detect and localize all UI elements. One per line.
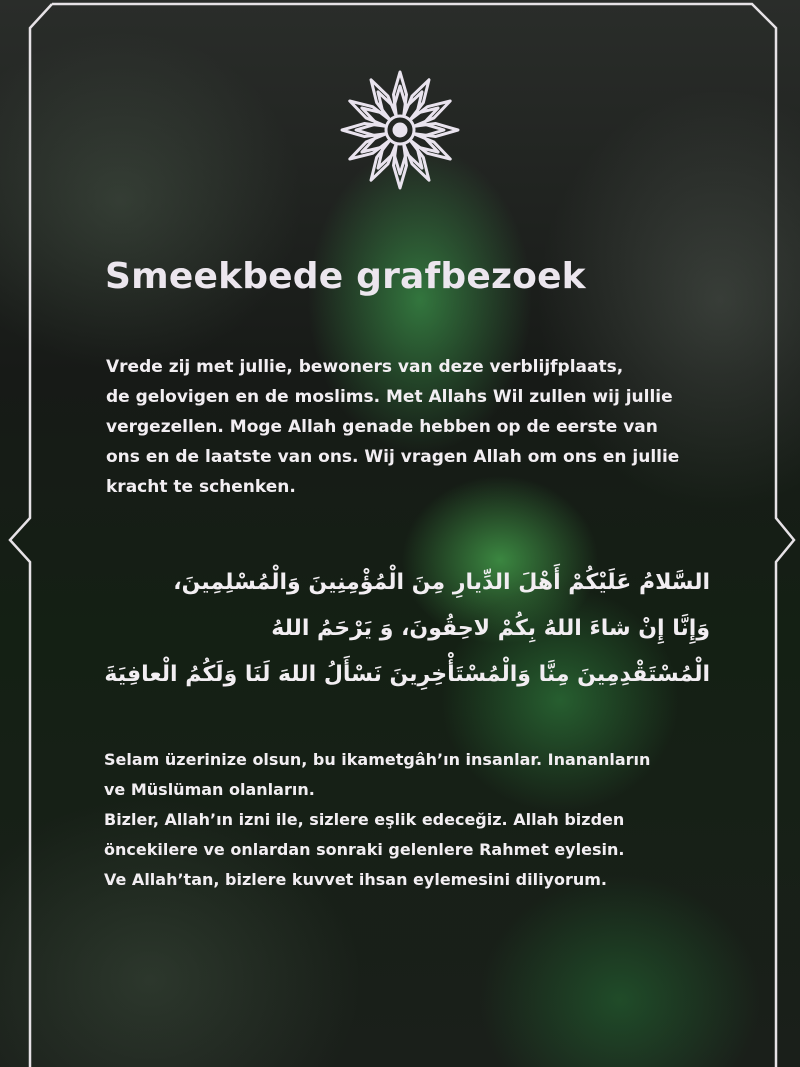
dutch-line: Vrede zij met jullie, bewoners van deze verblijfplaats, (106, 357, 624, 377)
rosette-petal (404, 140, 429, 180)
rosette-petal (371, 80, 396, 120)
turkish-line: Ve Allah’tan, bizlere kuvvet ihsan eylemesini diliyorum. (104, 870, 607, 889)
arabic-line: الْمُسْتَقْدِمِينَ مِنَّا وَالْمُسْتَأْخِرِينَ نَسْأَلُ اللهَ لَنَا وَلَكُمُ الْعافِيَةَ (104, 662, 710, 687)
islamic-star-rosette-icon (335, 65, 465, 195)
rosette-petal (410, 101, 450, 126)
turkish-text (104, 745, 724, 895)
rosette-petal (414, 123, 458, 136)
turkish-line: öncekilere ve onlardan sonraki gelenlere Rahmet eylesin. (104, 840, 625, 859)
rosette-petal (393, 72, 406, 116)
rosette-petal (342, 123, 386, 136)
arabic-text (90, 560, 710, 698)
dutch-line: vergezellen. Moge Allah genade hebben op de eerste van (106, 417, 658, 437)
arabic-line: وَإِنَّا إِنْ شاءَ اللهُ بِكُمْ لاحِقُونَ، وَ يَرْحَمُ اللهُ (271, 616, 710, 641)
turkish-line: Selam üzerinize olsun, bu ikametgâh’ın insanlar. Inananların (104, 750, 651, 769)
dutch-line: de gelovigen en de moslims. Met Allahs Wil zullen wij jullie (106, 387, 673, 407)
rosette-petal (350, 134, 390, 159)
arabic-line: السَّلامُ عَلَيْكُمْ أَهْلَ الدِّيارِ مِنَ الْمُؤْمِنِينَ وَالْمُسْلِمِينَ، (173, 570, 710, 595)
turkish-line: ve Müslüman olanların. (104, 780, 315, 799)
dutch-line: kracht te schenken. (106, 477, 296, 497)
dutch-line: ons en de laatste van ons. Wij vragen Allah om ons en jullie (106, 447, 680, 467)
dutch-text (106, 352, 706, 502)
turkish-line: Bizler, Allah’ın izni ile, sizlere eşlik edeceğiz. Allah bizden (104, 810, 625, 829)
rosette-petal (393, 144, 406, 188)
page-title: Smeekbede grafbezoek (105, 256, 586, 297)
